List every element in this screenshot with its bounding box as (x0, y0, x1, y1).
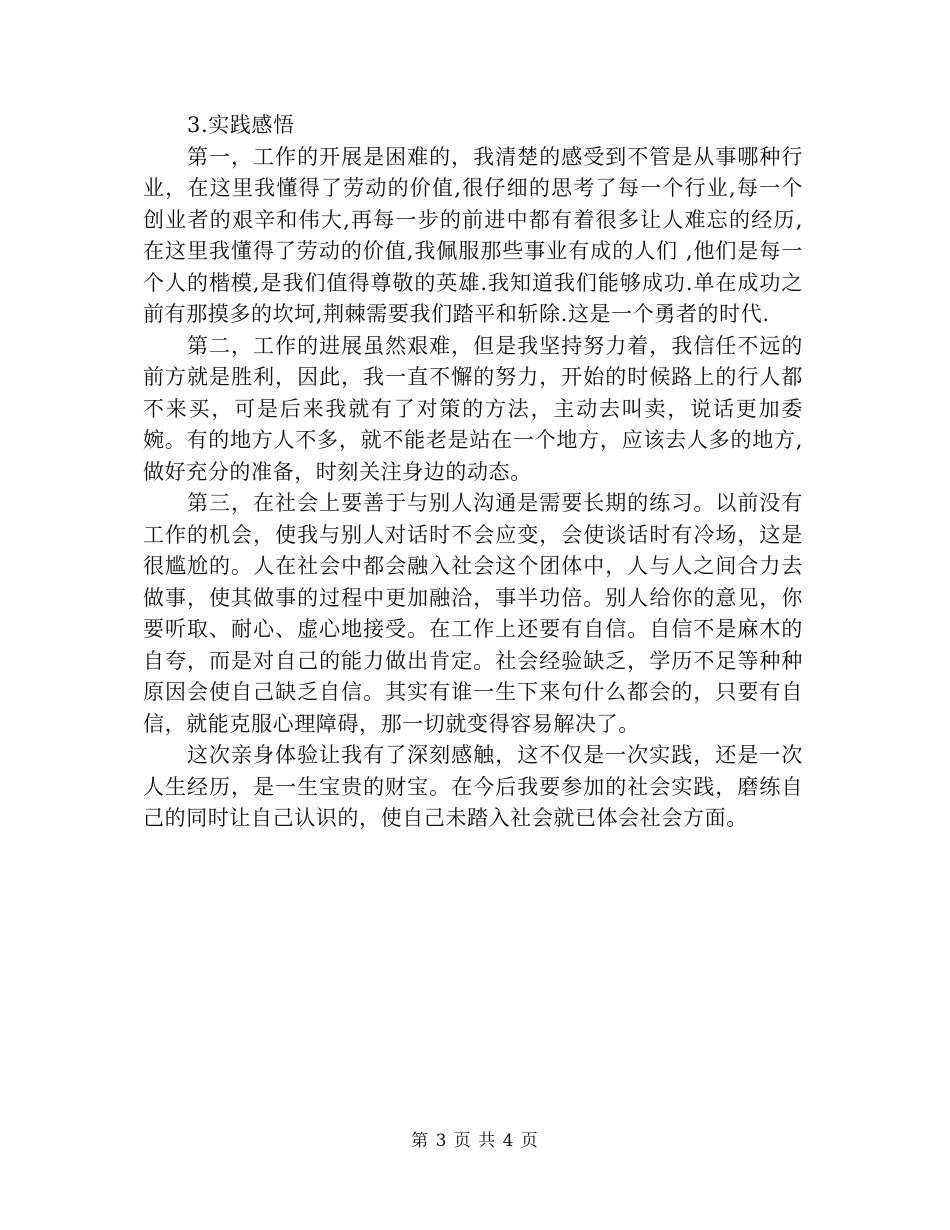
paragraph-third: 第三，在社会上要善于与别人沟通是需要长期的练习。以前没有工作的机会，使我与别人对话时不会应变，会使谈话时有冷场，这是很尴尬的。人在社会中都会融入社会这个团体中，人与人之间合力去做事，使其做事的过程中更加融洽，事半功倍。别人给你的意见，你要听取、耐心、虚心地接受。在工作上还要有自信。自信不是麻木的自夸，而是对自己的能力做出肯定。社会经验缺乏，学历不足等种种原因会使自己缺乏自信。其实有谁一生下来句什么都会的，只要有自信，就能克服心理障碍，那一切就变得容易解决了。 (143, 491, 803, 736)
paragraph-conclusion: 这次亲身体验让我有了深刻感触，这不仅是一次实践，还是一次人生经历，是一生宝贵的财宝。在今后我要参加的社会实践，磨练自己的同时让自己认识的，使自己未踏入社会就已体会社会方面。 (143, 743, 803, 830)
paragraph-second: 第二，工作的进展虽然艰难，但是我坚持努力着，我信任不远的前方就是胜利，因此，我一直不懈的努力，开始的时候路上的行人都不来买，可是后来我就有了对策的方法，主动去叫卖，说话更加委婉。有的地方人不多，就不能老是站在一个地方，应该去人多的地方,做好充分的准备，时刻关注身边的动态。 (143, 333, 803, 484)
document-body (143, 110, 803, 835)
page-footer (0, 1126, 950, 1151)
page-number: 第 3 页 共 4 页 (411, 1131, 539, 1151)
paragraph-first: 第一，工作的开展是困难的，我清楚的感受到不管是从事哪种行业，在这里我懂得了劳动的价值,很仔细的思考了每一个行业,每一个创业者的艰辛和伟大,再每一步的前进中都有着很多让人难忘的经历,在这里我懂得了劳动的价值,我佩服那些事业有成的人们 ,他们是每一个人的楷模,是我们值得尊敬的英雄.我知道我们能够成功.单在成功之前有那摸多的坎坷,荆棘需要我们踏平和斩除.这是一个勇者的时代. (143, 144, 803, 326)
section-heading: 3.实践感悟 (187, 113, 295, 137)
